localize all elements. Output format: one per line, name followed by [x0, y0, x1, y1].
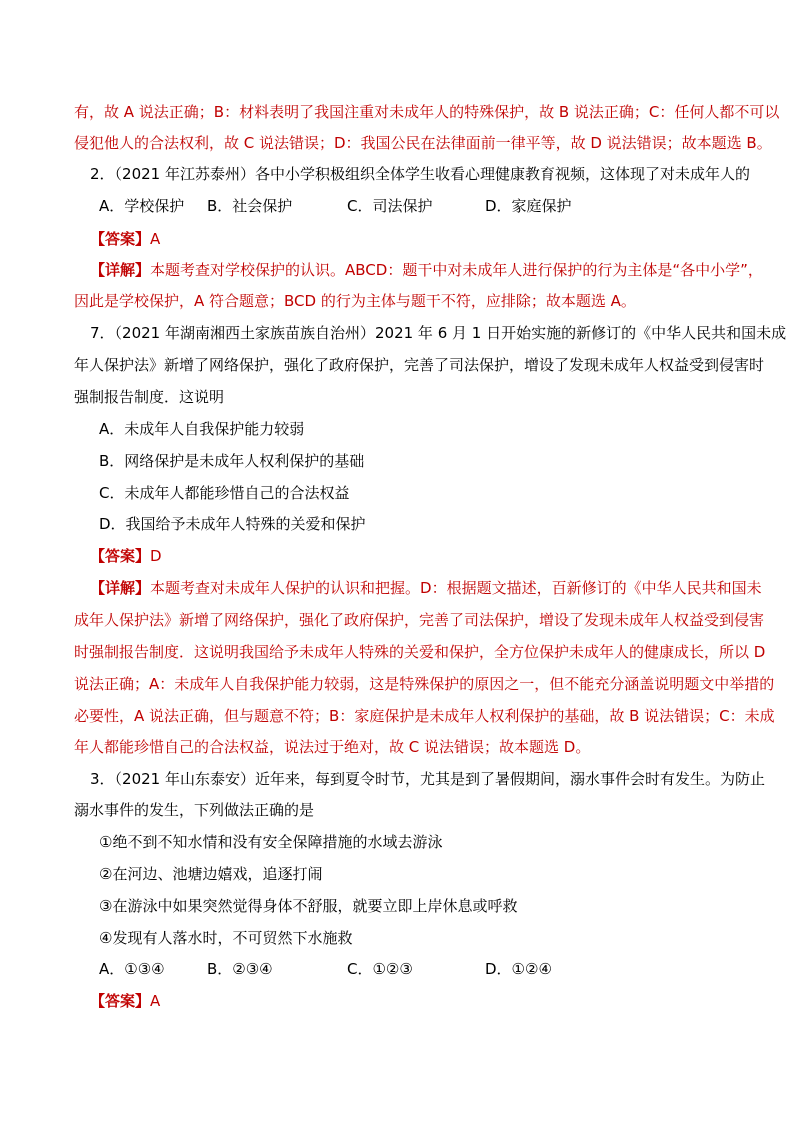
q7-answer: [90, 545, 162, 567]
q3-item-3: ③在游泳中如果突然觉得身体不舒服，就要立即上岸休息或呼救: [99, 897, 518, 915]
detail-tag: 【详解】: [90, 261, 151, 279]
q3-option-d: D．①②④: [485, 960, 552, 978]
q7-stem-line-3: 强制报告制度．这说明: [74, 388, 225, 406]
q3-item-4: ④发现有人落水时，不可贸然下水施救: [99, 929, 353, 947]
q3-option-b: B．②③④: [207, 960, 273, 978]
q3-option-a: A．①③④: [99, 960, 165, 978]
q2-option-d: D．家庭保护: [485, 197, 572, 215]
answer-tag: 【答案】: [90, 230, 151, 248]
q7-detail-line-5: 必要性，A 说法正确，但与题意不符；B：家庭保护是未成年人权利保护的基础，故 B 说法错误；C：未成: [74, 707, 775, 725]
q7-detail-line-6: 年人都能珍惜自己的合法权益，说法过于绝对，故 C 说法错误；故本题选 D。: [74, 738, 591, 756]
answer-tag: 【答案】: [90, 992, 151, 1010]
q3-item-1: ①绝不到不知水情和没有安全保障措施的水域去游泳: [99, 833, 443, 851]
q7-stem-line-1: 7．（2021 年湖南湘西土家族苗族自治州）2021 年 6 月 1 日开始实施的新修订的《中华人民共和国未成: [90, 324, 787, 342]
q7-detail-line-4: 说法正确；A：未成年人自我保护能力较弱，这是特殊保护的原因之一，但不能充分涵盖说明题文中举措的: [74, 675, 775, 693]
q3-item-2: ②在河边、池塘边嬉戏，追逐打闹: [99, 865, 323, 883]
q3-option-c: C．①②③: [347, 960, 413, 978]
answer-value: D: [150, 547, 162, 565]
q7-option-b: B．网络保护是未成年人权利保护的基础: [99, 452, 365, 470]
q2-options: [99, 195, 572, 217]
q7-option-d: D．我国给予未成年人特殊的关爱和保护: [99, 515, 366, 533]
q3-stem-line-1: 3．（2021 年山东泰安）近年来，每到夏令时节，尤其是到了暑假期间，溺水事件会时有发生。为防止: [90, 770, 765, 788]
q7-option-c: C．未成年人都能珍惜自己的合法权益: [99, 484, 350, 502]
q7-detail-line-1: 【详解】本题考查对未成年人保护的认识和把握。D：根据题文描述，百新修订的《中华人民共和国未: [90, 579, 762, 597]
q3-options: [99, 958, 552, 980]
q2-option-b: B．社会保护: [207, 197, 293, 215]
q2-detail-line-1: 【详解】本题考查对学校保护的认识。ABCD：题干中对未成年人进行保护的行为主体是“各中小学”，: [90, 261, 763, 279]
q2-option-a: A．学校保护: [99, 197, 185, 215]
q3-stem-line-2: 溺水事件的发生，下列做法正确的是: [74, 801, 315, 819]
q2-answer: [90, 228, 160, 250]
q7-detail-line-2: 成年人保护法》新增了网络保护，强化了政府保护，完善了司法保护，增设了发现未成年人权益受到侵害: [74, 611, 765, 629]
q2-option-c: C．司法保护: [347, 197, 433, 215]
detail-tag: 【详解】: [90, 579, 151, 597]
answer-value: A: [150, 992, 161, 1010]
prev-detail-line-2: 侵犯他人的合法权利，故 C 说法错误；D：我国公民在法律面前一律平等，故 D 说法错误；故本题选 B。: [74, 134, 772, 152]
q7-stem-line-2: 年人保护法》新增了网络保护，强化了政府保护，完善了司法保护，增设了发现未成年人权益受到侵害时: [74, 356, 765, 374]
q7-detail-line-3: 时强制报告制度．这说明我国给予未成年人特殊的关爱和保护，全方位保护未成年人的健康成长，所以 D: [74, 643, 766, 661]
answer-value: A: [150, 230, 161, 248]
q7-option-a: A．未成年人自我保护能力较弱: [99, 420, 305, 438]
prev-detail-line-1: 有，故 A 说法正确；B：材料表明了我国注重对未成年人的特殊保护，故 B 说法正确；C：任何人都不可以: [74, 103, 780, 121]
answer-tag: 【答案】: [90, 547, 151, 565]
q2-detail-line-2: 因此是学校保护，A 符合题意；BCD 的行为主体与题干不符，应排除；故本题选 A。: [74, 292, 636, 310]
q3-answer: [90, 990, 160, 1012]
q2-stem: 2．（2021 年江苏泰州）各中小学积极组织全体学生收看心理健康教育视频，这体现了对未成年人的: [90, 165, 750, 183]
